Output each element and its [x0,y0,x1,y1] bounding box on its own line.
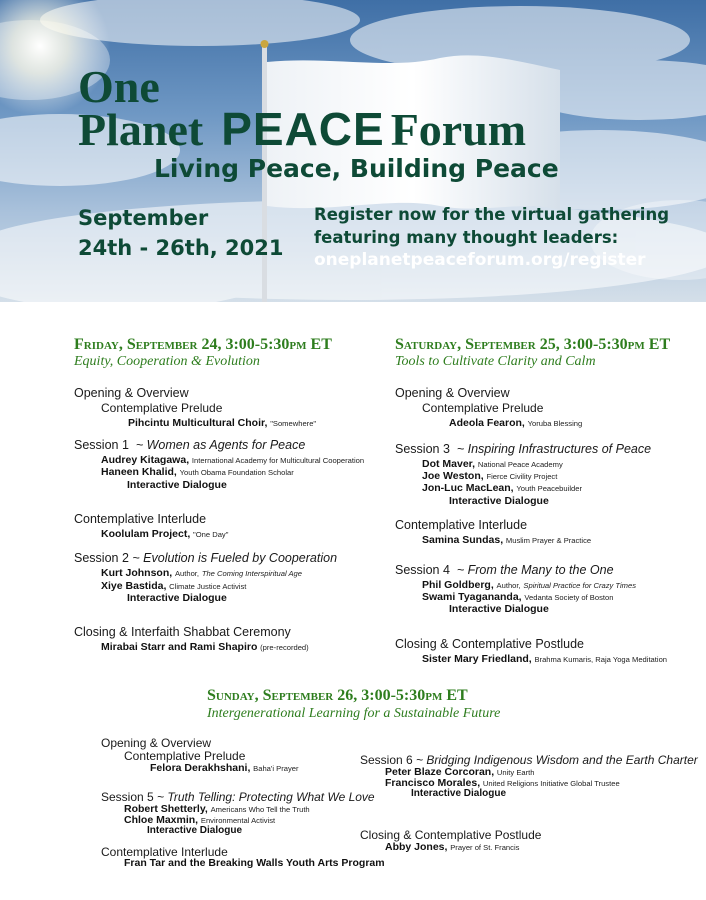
register-line-1: Register now for the virtual gathering [314,205,670,224]
saturday-s3-dialogue: Interactive Dialogue [449,495,549,507]
header-banner [0,0,706,302]
sunday-prelude-performer: Felora Derakhshani, Baha'i Prayer [150,762,299,774]
sunday-s5-panelist: Robert Shetterly, Americans Who Tell the Truth [124,803,310,815]
friday-s1-dialogue: Interactive Dialogue [127,479,227,491]
friday-closing-presenters: Mirabai Starr and Rami Shapiro (pre-recorded) [101,641,309,653]
saturday-theme: Tools to Cultivate Clarity and Calm [395,354,596,369]
saturday-session-3: Session 3 ~ Inspiring Infrastructures of Peace [395,442,652,456]
friday-session-2: Session 2 ~ Evolution is Fueled by Cooperation [74,551,338,565]
sunday-closing-presenter: Abby Jones, Prayer of St. Francis [385,841,520,853]
sunday-session-6: Session 6 ~ Bridging Indigenous Wisdom and the Earth Charter [360,753,698,767]
sunday-s5-dialogue: Interactive Dialogue [147,825,243,836]
friday-closing: Closing & Interfaith Shabbat Ceremony [74,625,291,639]
saturday-heading: Saturday, September 25, 3:00-5:30pm ET [395,336,671,353]
sunday-s5-panelist: Chloe Maxmin, Environmental Activist [124,814,276,826]
sunday-closing: Closing & Contemplative Postlude [360,828,542,842]
friday-prelude-performer: Pihcintu Multicultural Choir, "Somewhere" [128,417,317,429]
friday-opening: Opening & Overview [74,386,189,400]
sunday-opening: Opening & Overview [101,736,212,750]
friday-s2-panelist: Xiye Bastida, Climate Justice Activist [101,580,247,592]
sunday-interlude: Contemplative Interlude [101,845,228,859]
sunday-session-5: Session 5 ~ Truth Telling: Protecting What We Love [101,790,375,804]
title-line [78,104,526,155]
sunday-s6-dialogue: Interactive Dialogue [411,788,507,799]
friday-session-1: Session 1 ~ Women as Agents for Peace [74,438,306,452]
friday-heading: Friday, September 24, 3:00-5:30pm ET [74,336,332,353]
sunday-heading: Sunday, September 26, 3:00-5:30pm ET [207,687,468,704]
title-one: One [78,61,160,112]
saturday-prelude-performer: Adeola Fearon, Yoruba Blessing [449,417,583,429]
saturday-interlude: Contemplative Interlude [395,518,528,532]
saturday-closing: Closing & Contemplative Postlude [395,637,584,651]
sunday-s6-panelist: Peter Blaze Corcoran, Unity Earth [385,766,535,778]
saturday-opening: Opening & Overview [395,386,510,400]
friday-interlude-performer: Koolulam Project, "One Day" [101,528,229,540]
title-forum: Forum [390,104,527,155]
saturday-interlude-performer: Samina Sundas, Muslim Prayer & Practice [422,534,592,546]
dates-line-2: 24th - 26th, 2021 [78,236,284,260]
event-dates [78,203,284,263]
saturday-prelude: Contemplative Prelude [422,401,544,415]
saturday-s3-panelist: Dot Maver, National Peace Academy [422,458,563,470]
saturday-s3-panelist: Joe Weston, Fierce Civility Project [422,470,558,482]
friday-theme: Equity, Cooperation & Evolution [74,354,260,369]
saturday-session-4: Session 4 ~ From the Many to the One [395,563,614,577]
saturday-s4-panelist: Phil Goldberg, Author, Spiritual Practice for Crazy Times [422,579,637,591]
friday-s2-panelist: Kurt Johnson, Author, The Coming Interspiritual Age [101,567,302,579]
sunday-prelude: Contemplative Prelude [124,749,246,763]
saturday-s4-dialogue: Interactive Dialogue [449,603,549,615]
friday-prelude: Contemplative Prelude [101,401,223,415]
title-peace: PEACE [221,103,385,155]
sunday-s6-panelist: Francisco Morales, United Religions Initiative Global Trustee [385,777,620,789]
friday-interlude: Contemplative Interlude [74,512,207,526]
friday-s1-panelist: Haneen Khalid, Youth Obama Foundation Scholar [101,466,294,478]
dates-line-1: September [78,206,209,230]
register-url-link[interactable]: oneplanetpeaceforum.org/register [314,250,646,270]
register-line-2: featuring many thought leaders: [314,228,619,247]
saturday-s3-panelist: Jon-Luc MacLean, Youth Peacebuilder [422,482,582,494]
friday-s1-panelist: Audrey Kitagawa, International Academy for Multicultural Cooperation [101,454,365,466]
title-planet: Planet [78,104,204,155]
saturday-closing-presenter: Sister Mary Friedland, Brahma Kumaris, Raja Yoga Meditation [422,653,668,665]
sunday-interlude-performer: Fran Tar and the Breaking Walls Youth Arts Program [124,857,385,869]
saturday-s4-panelist: Swami Tyagananda, Vedanta Society of Boston [422,591,614,603]
register-block [314,203,669,272]
friday-s2-dialogue: Interactive Dialogue [127,592,227,604]
pole-finial-icon [261,40,269,48]
subtitle: Living Peace, Building Peace [154,154,559,183]
sunday-theme: Intergenerational Learning for a Sustainable Future [207,706,501,721]
